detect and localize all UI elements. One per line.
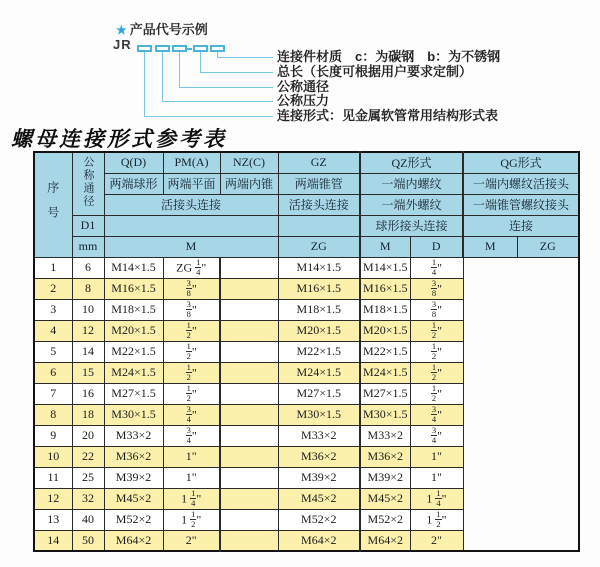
leader-line (144, 116, 273, 117)
cell-seq: 12 (34, 488, 72, 509)
header-union-connection: 活接头连接 (104, 194, 278, 215)
cell-dn: 18 (72, 404, 104, 425)
cell-gz: 1 $\frac{1}{4}$ " (163, 488, 220, 509)
cell-qg_m: M39×2 (360, 467, 410, 488)
cell-m: M22×1.5 (104, 341, 163, 362)
header-q-desc: 两端球形 (104, 173, 163, 194)
cell-qg_m: M33×2 (360, 425, 410, 446)
cell-m: M20×1.5 (104, 320, 163, 341)
cell-qz_d: M64×2 (278, 530, 360, 551)
cell-qg_zg: $\frac{1}{2}$ " (410, 320, 463, 341)
table-row (34, 488, 579, 509)
col-group-pm: PM(A) (163, 152, 220, 173)
code-box-4 (193, 45, 208, 52)
col-group-qz: QZ形式 (360, 152, 463, 173)
label-connector-material: 连接件材质 c：为碳钢 b：为不锈钢 (277, 49, 501, 64)
table-row (34, 299, 579, 320)
table-row (34, 257, 579, 278)
col-header-m: M (104, 236, 278, 257)
cell-qg_zg: 1 $\frac{1}{4}$ " (410, 488, 463, 509)
header-gz-desc: 两端锥管 (278, 173, 360, 194)
cell-qg_m: M20×1.5 (360, 320, 410, 341)
cell-qg_m: M27×1.5 (360, 383, 410, 404)
col-header-qz-m: M (360, 236, 410, 257)
cell-seq: 5 (34, 341, 72, 362)
cell-qg_m: M52×2 (360, 509, 410, 530)
col-header-qg-m: M (463, 236, 517, 257)
table-row (34, 278, 579, 299)
cell-qz_m (220, 299, 278, 320)
col-header-diameter-text: 公称通径 (82, 155, 94, 208)
cell-seq: 2 (34, 278, 72, 299)
cell-m: M14×1.5 (104, 257, 163, 278)
code-box-2 (155, 45, 170, 52)
header-row-4 (34, 215, 579, 236)
cell-qz_m (220, 257, 278, 278)
diagram-title (116, 19, 208, 38)
col-header-d1: D1 (72, 215, 104, 236)
header-qz-desc2: 一端外螺纹 (360, 194, 463, 215)
cell-seq: 14 (34, 530, 72, 551)
leader-line (179, 52, 180, 87)
table-row (34, 509, 579, 530)
table-row (34, 425, 579, 446)
cell-seq: 10 (34, 446, 72, 467)
leader-line (217, 57, 273, 58)
table-row (34, 320, 579, 341)
cell-qg_m: M22×1.5 (360, 341, 410, 362)
cell-qz_m (220, 425, 278, 446)
cell-qg_zg: $\frac{3}{8}$ " (410, 299, 463, 320)
cell-qz_m (220, 383, 278, 404)
table-row (34, 446, 579, 467)
cell-dn: 40 (72, 509, 104, 530)
table-row (34, 467, 579, 488)
cell-qg_m: M18×1.5 (360, 299, 410, 320)
leader-line (162, 101, 273, 102)
leader-line (162, 52, 163, 101)
cell-gz: $\frac{3}{4}$ " (163, 425, 220, 446)
leader-line (200, 72, 273, 73)
cell-qz_m (220, 446, 278, 467)
product-code-prefix: JR (113, 37, 132, 52)
label-nominal-pressure: 公称压力 (277, 93, 330, 108)
cell-dn: 8 (72, 278, 104, 299)
cell-qz_d: M52×2 (278, 509, 360, 530)
cell-qg_zg: $\frac{1}{2}$ " (410, 383, 463, 404)
cell-gz: $\frac{3}{8}$ " (163, 299, 220, 320)
cell-seq: 3 (34, 299, 72, 320)
col-group-q: Q(D) (104, 152, 163, 173)
empty-cell (278, 215, 360, 236)
cell-dn: 6 (72, 257, 104, 278)
cell-qz_m (220, 320, 278, 341)
col-header-seq (34, 152, 72, 257)
cell-gz: 1" (163, 446, 220, 467)
cell-dn: 12 (72, 320, 104, 341)
code-dash (185, 48, 192, 50)
cell-qg_m: M14×1.5 (360, 257, 410, 278)
cell-qg_zg: 1 $\frac{1}{2}$ " (410, 509, 463, 530)
cell-m: M39×2 (104, 467, 163, 488)
cell-qg_m: M45×2 (360, 488, 410, 509)
cell-qz_m (220, 509, 278, 530)
cell-seq: 6 (34, 362, 72, 383)
table-row (34, 341, 579, 362)
cell-gz: $\frac{1}{2}$ " (163, 362, 220, 383)
cell-qz_d: M45×2 (278, 488, 360, 509)
cell-qz_m (220, 362, 278, 383)
cell-gz: ZG $\frac{1}{4}$ " (163, 257, 220, 278)
cell-qz_d: M27×1.5 (278, 383, 360, 404)
table-row (34, 530, 579, 551)
cell-qg_zg: $\frac{1}{4}$ " (410, 257, 463, 278)
cell-qz_d: M36×2 (278, 446, 360, 467)
cell-gz: $\frac{1}{2}$ " (163, 320, 220, 341)
cell-m: M36×2 (104, 446, 163, 467)
cell-m: M45×2 (104, 488, 163, 509)
cell-qz_d: M14×1.5 (278, 257, 360, 278)
cell-gz: 1 $\frac{1}{2}$ " (163, 509, 220, 530)
cell-qz_m (220, 467, 278, 488)
label-total-length: 总长（长度可根据用户要求定制） (277, 64, 473, 79)
cell-qg_m: M30×1.5 (360, 404, 410, 425)
cell-qz_m (220, 530, 278, 551)
cell-gz: $\frac{1}{2}$ " (163, 341, 220, 362)
cell-qz_d: M22×1.5 (278, 341, 360, 362)
leader-line (144, 52, 145, 116)
col-header-diameter (72, 152, 104, 215)
col-header-zg: ZG (278, 236, 360, 257)
page-title: 螺母连接形式参考表 (11, 127, 227, 151)
star-icon: ★ (116, 23, 127, 37)
leader-line (179, 87, 273, 88)
cell-gz: $\frac{3}{8}$ " (163, 278, 220, 299)
cell-dn: 22 (72, 446, 104, 467)
cell-gz: $\frac{3}{4}$ " (163, 404, 220, 425)
cell-qg_m: M24×1.5 (360, 362, 410, 383)
cell-m: M52×2 (104, 509, 163, 530)
col-group-qg: QG形式 (463, 152, 579, 173)
cell-qg_zg: 1" (410, 467, 463, 488)
col-group-gz: GZ (278, 152, 360, 173)
cell-gz: 2" (163, 530, 220, 551)
leader-line (200, 52, 201, 72)
cell-seq: 13 (34, 509, 72, 530)
header-row-3 (34, 194, 579, 215)
table-body (34, 257, 579, 551)
cell-qz_d: M30×1.5 (278, 404, 360, 425)
cell-qz_d: M20×1.5 (278, 320, 360, 341)
cell-qz_d: M16×1.5 (278, 278, 360, 299)
cell-qg_zg: 2" (410, 530, 463, 551)
cell-m: M16×1.5 (104, 278, 163, 299)
cell-seq: 9 (34, 425, 72, 446)
cell-m: M24×1.5 (104, 362, 163, 383)
cell-dn: 32 (72, 488, 104, 509)
cell-qz_m (220, 488, 278, 509)
cell-qg_zg: $\frac{3}{4}$ " (410, 404, 463, 425)
cell-m: M33×2 (104, 425, 163, 446)
cell-qz_m (220, 341, 278, 362)
table-header (34, 152, 579, 257)
header-row-5 (34, 236, 579, 257)
cell-qz_d: M24×1.5 (278, 362, 360, 383)
table-row (34, 362, 579, 383)
cell-gz: 1" (163, 467, 220, 488)
cell-seq: 8 (34, 404, 72, 425)
cell-dn: 25 (72, 467, 104, 488)
product-code-diagram (0, 0, 600, 126)
header-pm-desc: 两端平面 (163, 173, 220, 194)
header-nz-desc: 两端内锥 (220, 173, 278, 194)
cell-qz_d: M39×2 (278, 467, 360, 488)
cell-qg_m: M36×2 (360, 446, 410, 467)
nut-connection-table (33, 151, 580, 552)
cell-qg_zg: $\frac{1}{2}$ " (410, 362, 463, 383)
cell-qz_m (220, 278, 278, 299)
col-header-qz-d: D (410, 236, 463, 257)
cell-dn: 20 (72, 425, 104, 446)
cell-seq: 4 (34, 320, 72, 341)
empty-cell (104, 215, 278, 236)
label-nominal-diameter: 公称通径 (277, 79, 330, 94)
cell-qg_m: M64×2 (360, 530, 410, 551)
cell-qg_zg: $\frac{3}{8}$ " (410, 278, 463, 299)
cell-m: M27×1.5 (104, 383, 163, 404)
cell-qg_zg: $\frac{3}{4}$ " (410, 425, 463, 446)
col-header-mm: mm (72, 236, 104, 257)
cell-gz: $\frac{1}{2}$ " (163, 383, 220, 404)
table-row (34, 383, 579, 404)
header-qg-desc: 一端内螺纹活接头 (463, 173, 579, 194)
cell-qz_d: M18×1.5 (278, 299, 360, 320)
col-header-seq-text: 序号 (45, 180, 60, 231)
label-connection-form: 连接形式：见金属软管常用结构形式表 (277, 108, 499, 123)
code-box-5 (210, 45, 225, 52)
cell-dn: 50 (72, 530, 104, 551)
code-box-1 (137, 45, 152, 52)
header-row-2 (34, 173, 579, 194)
header-qz-desc: 一端内螺纹 (360, 173, 463, 194)
cell-m: M64×2 (104, 530, 163, 551)
col-header-qg-zg: ZG (517, 236, 579, 257)
cell-qg_zg: $\frac{1}{2}$ " (410, 341, 463, 362)
header-qg-desc2: 一端锥管螺纹接头 (463, 194, 579, 215)
header-row-1 (34, 152, 579, 173)
header-qz-connection: 球形接头连接 (360, 215, 463, 236)
header-qg-connection: 连接 (463, 215, 579, 236)
cell-dn: 16 (72, 383, 104, 404)
cell-seq: 7 (34, 383, 72, 404)
header-gz-connection: 活接头连接 (278, 194, 360, 215)
cell-qz_d: M33×2 (278, 425, 360, 446)
cell-seq: 11 (34, 467, 72, 488)
cell-dn: 14 (72, 341, 104, 362)
col-group-nz: NZ(C) (220, 152, 278, 173)
cell-qg_zg: 1" (410, 446, 463, 467)
cell-qg_m: M16×1.5 (360, 278, 410, 299)
cell-m: M30×1.5 (104, 404, 163, 425)
cell-seq: 1 (34, 257, 72, 278)
cell-dn: 10 (72, 299, 104, 320)
cell-qz_m (220, 404, 278, 425)
cell-dn: 15 (72, 362, 104, 383)
table-row (34, 404, 579, 425)
diagram-title-text: 产品代号示例 (129, 22, 208, 37)
cell-m: M18×1.5 (104, 299, 163, 320)
